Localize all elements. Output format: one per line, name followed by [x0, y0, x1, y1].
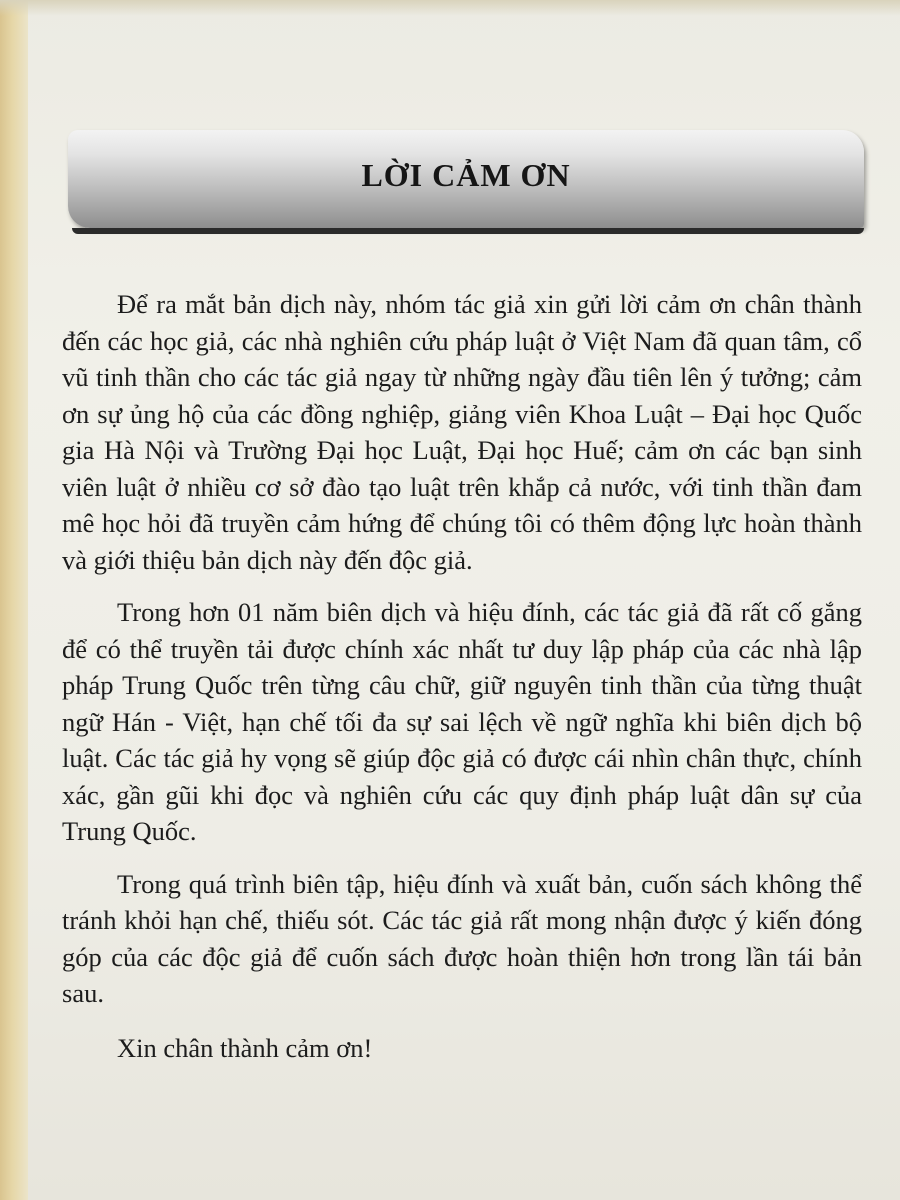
- page-top-shadow: [0, 0, 900, 16]
- closing-line: Xin chân thành cảm ơn!: [117, 1032, 373, 1063]
- paragraph-3: Trong quá trình biên tập, hiệu đính và xuất bản, cuốn sách không thể tránh khỏi hạn chế, thiếu sót. Các tác giả rất mong nhận được ý kiến đóng góp của các độc giả để cuốn sách được hoàn thiện hơn trong lần tái bản sau.: [62, 868, 862, 1008]
- paragraph-1: Để ra mắt bản dịch này, nhóm tác giả xin gửi lời cảm ơn chân thành đến các học giả, các nhà nghiên cứu pháp luật ở Việt Nam đã quan tâm, cổ vũ tinh thần cho các tác giả ngay từ những ngày đầu tiên lên ý tưởng; cảm ơn sự ủng hộ của các đồng nghiệp, giảng viên Khoa Luật – Đại học Quốc gia Hà Nội và Trường Đại học Luật, Đại học Huế; cảm ơn các bạn sinh viên luật ở nhiều cơ sở đào tạo luật trên khắp cả nước, với tinh thần đam mê học hỏi đã truyền cảm hứng để chúng tôi có thêm động lực hoàn thành và giới thiệu bản dịch này đến độc giả.: [62, 289, 862, 575]
- paragraph-2: Trong hơn 01 năm biên dịch và hiệu đính, các tác giả đã rất cố gắng để có thể truyền tải được chính xác nhất tư duy lập pháp của các nhà lập pháp Trung Quốc trên từng câu chữ, giữ nguyên tinh thần của từng thuật ngữ Hán - Việt, hạn chế tối đa sự sai lệch về ngữ nghĩa khi biên dịch bộ luật. Các tác giả hy vọng sẽ giúp độc giả có được cái nhìn chân thực, chính xác, gần gũi khi đọc và nghiên cứu các quy định pháp luật dân sự của Trung Quốc.: [62, 597, 862, 846]
- page-binding-edge: [0, 0, 28, 1200]
- page-title: LỜI CẢM ƠN: [361, 156, 571, 193]
- title-banner: [68, 130, 864, 228]
- acknowledgement-body: [62, 286, 862, 1066]
